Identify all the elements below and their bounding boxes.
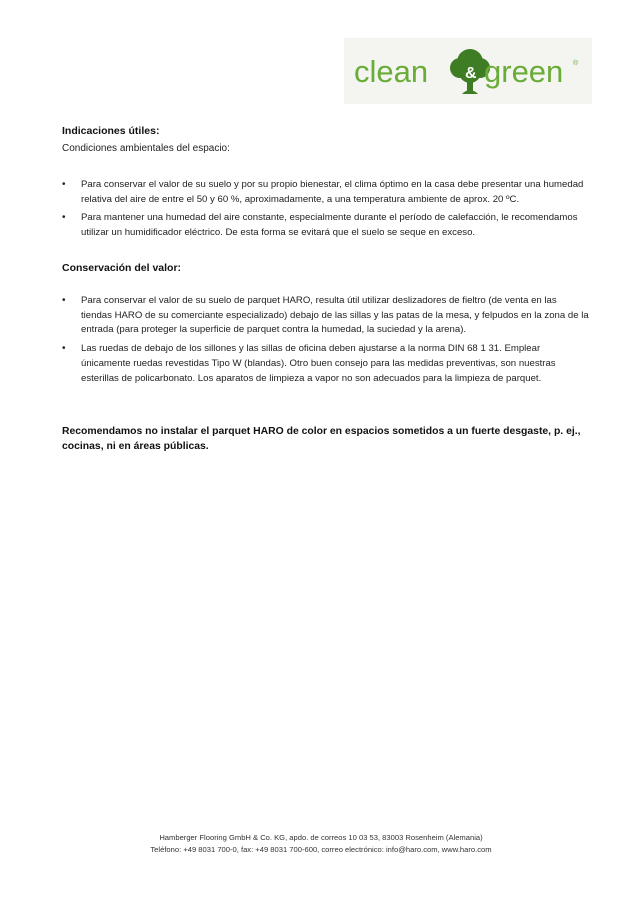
logo-graphic (344, 38, 592, 104)
value-preservation-list (62, 294, 590, 390)
clean-green-logo (344, 38, 592, 104)
room-conditions-list (62, 178, 590, 245)
list-item (62, 211, 590, 240)
list-item-text: Para conservar el valor de su suelo de parquet HARO, resulta útil utilizar deslizadores de fieltro (de venta en las tiendas HARO de su comerciante especializado) debajo de las sillas y las patas de la mesa, y felpudos en la zona de la entrada (para proteger la superficie de parquet contra la humedad, la suciedad y la arena). (81, 295, 589, 336)
page-footer (0, 832, 642, 855)
bullet-icon: • (62, 212, 66, 224)
logo-text-green: green (484, 54, 564, 89)
footer-contact: Teléfono: +49 8031 700-0, fax: +49 8031 700-600, correo electrónico: info@haro.com, www.haro.com (150, 844, 492, 854)
bullet-icon: • (62, 343, 66, 355)
section-heading-useful-tips: Indicaciones útiles: (62, 125, 160, 137)
list-item-text: Para conservar el valor de su suelo y por su propio bienestar, el clima óptimo en la casa debe presentar una humedad relativa del aire de entre el 50 y 60 %, aproximadamente, a una temperatura ambiente de aprox. 20 ºC. (81, 179, 584, 205)
bullet-icon: • (62, 295, 66, 306)
list-item (62, 342, 590, 386)
logo-text-clean: clean (354, 54, 429, 89)
list-item (62, 178, 590, 207)
list-item-text: Las ruedas de debajo de los sillones y las sillas de oficina deben ajustarse a la norma DIN 68 1 31. Emplear únicamente ruedas revestidas Tipo W (blandas). Otro buen consejo para las medidas preventivas, son nuestras esterillas de policarbonato. Los aparatos de limpieza a vapor no son adecuados para la limpieza de parquet. (81, 343, 556, 384)
list-item-text: Para mantener una humedad del aire constante, especialmente durante el período de calefacción, le recomendamos utilizar un humidificador eléctrico. De esta forma se evitará que el suelo se seque en exceso. (81, 212, 578, 239)
logo-ampersand: & (465, 65, 477, 82)
bullet-icon: • (62, 179, 66, 190)
subheading-room-conditions: Condiciones ambientales del espacio: (62, 143, 230, 154)
logo-registered-mark: ® (573, 60, 579, 67)
list-item (62, 294, 590, 338)
section-heading-value-preservation: Conservación del valor: (62, 262, 182, 274)
footer-address: Hamberger Flooring GmbH & Co. KG, apdo. de correos 10 03 53, 83003 Rosenheim (Alemania) (159, 833, 483, 842)
recommendation-note: Recomendamos no instalar el parquet HARO de color en espacios sometidos a un fuerte desgaste, p. ej., cocinas, ni en áreas públicas. (62, 426, 581, 452)
